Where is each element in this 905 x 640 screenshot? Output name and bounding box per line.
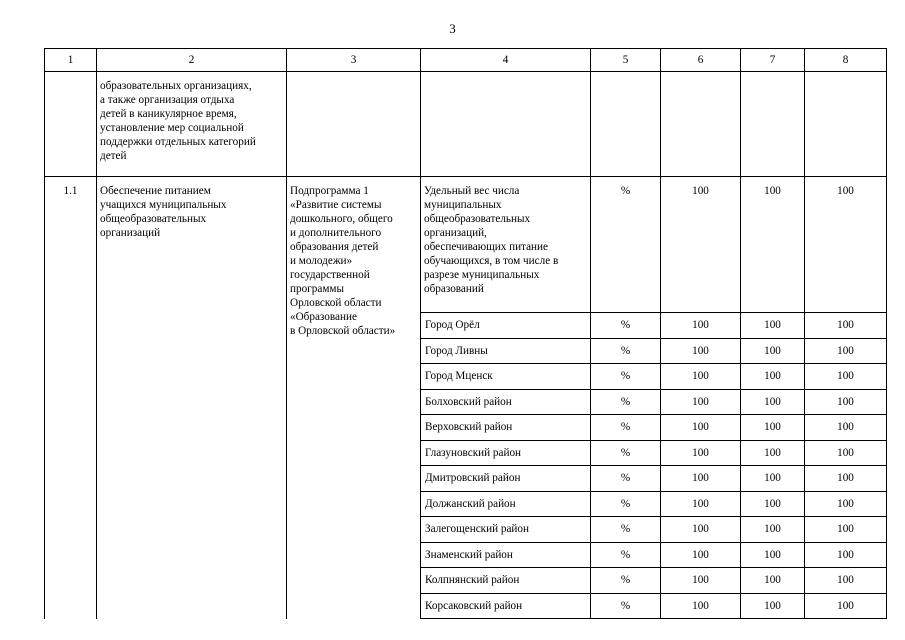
district-value-6: 100: [661, 517, 741, 543]
district-name: Должанский район: [421, 491, 591, 517]
district-value-6: 100: [661, 568, 741, 594]
item-row: [45, 177, 887, 313]
district-unit: %: [591, 593, 661, 619]
district-value-7: 100: [741, 364, 805, 390]
district-name: Колпнянский район: [421, 568, 591, 594]
district-value-8: 100: [805, 415, 887, 441]
district-value-7: 100: [741, 338, 805, 364]
district-value-7: 100: [741, 440, 805, 466]
indicators-table: [44, 48, 887, 619]
empty-cell: [661, 72, 741, 177]
district-value-8: 100: [805, 491, 887, 517]
district-value-7: 100: [741, 491, 805, 517]
empty-cell: [741, 72, 805, 177]
district-value-7: 100: [741, 568, 805, 594]
column-header: 3: [287, 49, 421, 72]
district-value-7: 100: [741, 517, 805, 543]
district-name: Глазуновский район: [421, 440, 591, 466]
district-unit: %: [591, 542, 661, 568]
district-name: Болховский район: [421, 389, 591, 415]
district-value-8: 100: [805, 338, 887, 364]
column-header: 2: [97, 49, 287, 72]
item-value-7: 100: [741, 177, 805, 313]
district-value-8: 100: [805, 389, 887, 415]
district-name: Город Ливны: [421, 338, 591, 364]
district-value-6: 100: [661, 415, 741, 441]
district-value-8: 100: [805, 440, 887, 466]
column-header: 1: [45, 49, 97, 72]
district-unit: %: [591, 440, 661, 466]
district-unit: %: [591, 389, 661, 415]
district-value-7: 100: [741, 389, 805, 415]
district-value-8: 100: [805, 313, 887, 339]
district-value-6: 100: [661, 466, 741, 492]
district-name: Город Мценск: [421, 364, 591, 390]
district-unit: %: [591, 491, 661, 517]
district-value-6: 100: [661, 593, 741, 619]
column-header: 7: [741, 49, 805, 72]
district-unit: %: [591, 568, 661, 594]
item-indicator: Удельный вес числа муниципальных общеобразовательных организаций, обеспечивающих питание обучающихся, в том числе в разрезе муниципальных образований: [421, 177, 591, 313]
district-name: Знаменский район: [421, 542, 591, 568]
district-unit: %: [591, 364, 661, 390]
column-header: 6: [661, 49, 741, 72]
empty-cell: [805, 72, 887, 177]
district-value-7: 100: [741, 313, 805, 339]
empty-cell: [421, 72, 591, 177]
district-unit: %: [591, 338, 661, 364]
district-value-8: 100: [805, 364, 887, 390]
district-value-8: 100: [805, 542, 887, 568]
district-value-6: 100: [661, 313, 741, 339]
continuation-text: образовательных организациях, а также организация отдыха детей в каникулярное время, установление мер социальной поддержки отдельных категорий детей: [97, 72, 287, 177]
item-value-8: 100: [805, 177, 887, 313]
empty-cell: [45, 72, 97, 177]
item-number: 1.1: [45, 177, 97, 619]
district-value-7: 100: [741, 466, 805, 492]
district-name: Залегощенский район: [421, 517, 591, 543]
page-number: 3: [449, 21, 456, 36]
item-unit: %: [591, 177, 661, 313]
district-value-6: 100: [661, 491, 741, 517]
district-value-8: 100: [805, 517, 887, 543]
district-name: Корсаковский район: [421, 593, 591, 619]
district-value-7: 100: [741, 542, 805, 568]
empty-cell: [591, 72, 661, 177]
item-program: Подпрограмма 1 «Развитие системы дошкольного, общего и дополнительного образования детей и молодежи» государственной программы Орловской области «Образование в Орловской области»: [287, 177, 421, 619]
header-row: [45, 49, 887, 72]
district-unit: %: [591, 466, 661, 492]
district-value-8: 100: [805, 466, 887, 492]
column-header: 5: [591, 49, 661, 72]
district-value-6: 100: [661, 542, 741, 568]
item-value-6: 100: [661, 177, 741, 313]
district-name: Верховский район: [421, 415, 591, 441]
district-unit: %: [591, 415, 661, 441]
empty-cell: [287, 72, 421, 177]
district-unit: %: [591, 313, 661, 339]
district-value-8: 100: [805, 568, 887, 594]
district-value-6: 100: [661, 364, 741, 390]
district-unit: %: [591, 517, 661, 543]
continuation-row: [45, 72, 887, 177]
district-value-6: 100: [661, 338, 741, 364]
district-name: Город Орёл: [421, 313, 591, 339]
district-value-8: 100: [805, 593, 887, 619]
district-name: Дмитровский район: [421, 466, 591, 492]
column-header: 8: [805, 49, 887, 72]
district-value-7: 100: [741, 593, 805, 619]
column-header: 4: [421, 49, 591, 72]
item-name: Обеспечение питанием учащихся муниципальных общеобразовательных организаций: [97, 177, 287, 619]
district-value-7: 100: [741, 415, 805, 441]
district-value-6: 100: [661, 389, 741, 415]
district-value-6: 100: [661, 440, 741, 466]
